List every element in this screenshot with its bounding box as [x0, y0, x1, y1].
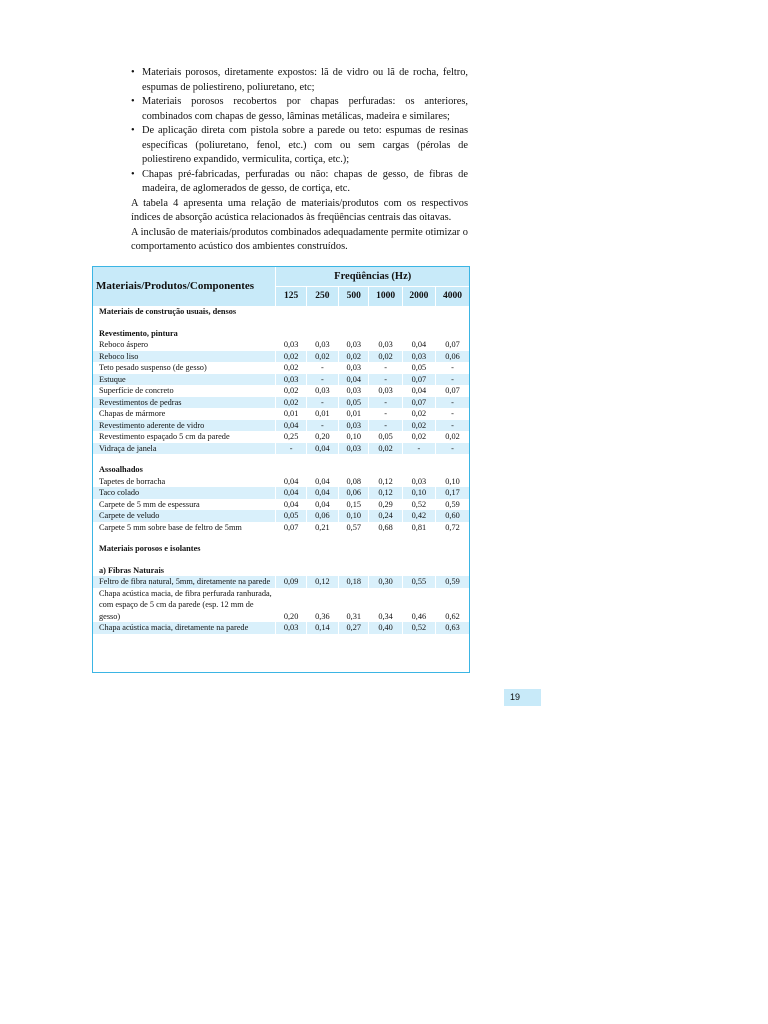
absorption-value-125: 0,03	[276, 339, 306, 351]
table-row	[93, 510, 469, 522]
absorption-value-4000: -	[436, 374, 469, 386]
table-spacer-row	[93, 454, 469, 464]
absorption-value-250: -	[306, 397, 338, 409]
absorption-value-1000: -	[369, 362, 402, 374]
absorption-value-4000: 0,02	[436, 431, 469, 443]
header-freq-250: 250	[306, 287, 338, 307]
absorption-value-500: 0,10	[339, 510, 369, 522]
table-row	[93, 443, 469, 455]
table-body	[93, 306, 469, 634]
absorption-value-250: 0,04	[306, 487, 338, 499]
absorption-value-125: 0,02	[276, 397, 306, 409]
material-label: Chapas de mármore	[93, 408, 276, 420]
absorption-value-250: -	[306, 362, 338, 374]
absorption-value-125: 0,04	[276, 476, 306, 488]
absorption-value-125: 0,03	[276, 374, 306, 386]
table-section-heading	[93, 328, 469, 340]
absorption-value-500: 0,06	[339, 487, 369, 499]
absorption-value-250: 0,04	[306, 499, 338, 511]
absorption-value-2000: 0,03	[402, 351, 435, 363]
absorption-value-2000: 0,02	[402, 431, 435, 443]
material-label: Superfície de concreto	[93, 385, 276, 397]
absorption-value-4000: -	[436, 397, 469, 409]
table-section-heading	[93, 543, 469, 555]
material-label: Revestimento espaçado 5 cm da parede	[93, 431, 276, 443]
absorption-value-250: -	[306, 420, 338, 432]
absorption-value-250: 0,04	[306, 476, 338, 488]
table-row	[93, 385, 469, 397]
absorption-value-500: 0,31	[339, 588, 369, 623]
absorption-value-4000: -	[436, 443, 469, 455]
absorption-value-500: 0,03	[339, 443, 369, 455]
material-label: Carpete de veludo	[93, 510, 276, 522]
absorption-value-250: 0,14	[306, 622, 338, 634]
absorption-value-125: 0,01	[276, 408, 306, 420]
absorption-value-500: 0,03	[339, 362, 369, 374]
material-label: Feltro de fibra natural, 5mm, diretamente na parede	[93, 576, 276, 588]
absorption-value-1000: 0,02	[369, 351, 402, 363]
table-row	[93, 522, 469, 534]
table-section-heading	[93, 464, 469, 476]
absorption-value-4000: 0,06	[436, 351, 469, 363]
material-label: Revestimentos de pedras	[93, 397, 276, 409]
absorption-value-1000: 0,24	[369, 510, 402, 522]
absorption-value-2000: 0,07	[402, 397, 435, 409]
absorption-value-2000: 0,02	[402, 408, 435, 420]
absorption-value-500: 0,08	[339, 476, 369, 488]
absorption-value-500: 0,27	[339, 622, 369, 634]
absorption-value-1000: -	[369, 408, 402, 420]
table-spacer-row	[93, 533, 469, 543]
absorption-value-125: 0,09	[276, 576, 306, 588]
table-row	[93, 487, 469, 499]
absorption-value-2000: 0,10	[402, 487, 435, 499]
absorption-value-4000: 0,17	[436, 487, 469, 499]
absorption-value-4000: -	[436, 420, 469, 432]
bullet-item: • Materiais porosos recobertos por chapas perfuradas: os anteriores, combinados com chapas de gesso, lâminas metálicas, madeira e similares;	[131, 95, 468, 124]
header-freq-1000: 1000	[369, 287, 402, 307]
absorption-value-1000: -	[369, 397, 402, 409]
table-row	[93, 374, 469, 386]
absorption-value-1000: 0,30	[369, 576, 402, 588]
absorption-value-2000: 0,81	[402, 522, 435, 534]
absorption-value-250: 0,04	[306, 443, 338, 455]
material-label: Reboco áspero	[93, 339, 276, 351]
table-row	[93, 362, 469, 374]
absorption-value-4000: 0,10	[436, 476, 469, 488]
header-material: Materiais/Produtos/Componentes	[93, 267, 276, 306]
paragraph: A inclusão de materiais/produtos combinados adequadamente permite otimizar o comportamento acústico dos ambientes construídos.	[131, 226, 468, 252]
absorption-value-4000: 0,60	[436, 510, 469, 522]
bullet-item: • De aplicação direta com pistola sobre a parede ou teto: espumas de resinas específicas (poliuretano, fenol, etc.) com ou sem cargas (pérolas de poliestireno expandido, vermiculita, cortiça, etc.);	[131, 124, 468, 168]
material-label: Carpete de 5 mm de espessura	[93, 499, 276, 511]
absorption-value-1000: 0,29	[369, 499, 402, 511]
header-freq-125: 125	[276, 287, 306, 307]
material-label: Revestimento aderente de vidro	[93, 420, 276, 432]
absorption-value-1000: 0,34	[369, 588, 402, 623]
absorption-value-125: 0,04	[276, 499, 306, 511]
absorption-value-4000: -	[436, 362, 469, 374]
absorption-value-4000: 0,59	[436, 576, 469, 588]
spacer-cell	[93, 555, 469, 565]
material-label: Tapetes de borracha	[93, 476, 276, 488]
absorption-value-125: 0,07	[276, 522, 306, 534]
table-section-heading	[93, 306, 469, 318]
absorption-value-250: 0,12	[306, 576, 338, 588]
absorption-value-2000: 0,52	[402, 622, 435, 634]
absorption-value-125: 0,02	[276, 351, 306, 363]
absorption-value-250: 0,01	[306, 408, 338, 420]
absorption-value-500: 0,05	[339, 397, 369, 409]
absorption-value-1000: 0,12	[369, 476, 402, 488]
table-spacer-row	[93, 318, 469, 328]
absorption-value-250: 0,03	[306, 339, 338, 351]
absorption-value-125: 0,25	[276, 431, 306, 443]
table-row	[93, 476, 469, 488]
absorption-value-2000: 0,55	[402, 576, 435, 588]
absorption-value-1000: 0,12	[369, 487, 402, 499]
absorption-value-1000: 0,03	[369, 385, 402, 397]
header-freq-2000: 2000	[402, 287, 435, 307]
material-label: Chapa acústica macia, de fibra perfurada ranhurada, com espaço de 5 cm da parede (esp. 12 mm de gesso)	[93, 588, 276, 623]
absorption-value-2000: 0,05	[402, 362, 435, 374]
absorption-value-125: 0,02	[276, 385, 306, 397]
table-row	[93, 622, 469, 634]
absorption-value-2000: 0,52	[402, 499, 435, 511]
section-heading-label: Materiais porosos e isolantes	[93, 543, 469, 555]
absorption-table	[92, 266, 470, 673]
absorption-value-125: 0,03	[276, 622, 306, 634]
absorption-value-1000: -	[369, 374, 402, 386]
header-frequencies: Freqüências (Hz)	[276, 267, 469, 287]
paragraph: A tabela 4 apresenta uma relação de materiais/produtos com os respectivos índices de absorção acústica relacionados às freqüências centrais das oitavas.	[131, 197, 468, 223]
absorption-value-500: 0,01	[339, 408, 369, 420]
table-row	[93, 339, 469, 351]
absorption-value-1000: -	[369, 420, 402, 432]
absorption-value-2000: 0,42	[402, 510, 435, 522]
absorption-value-250: 0,03	[306, 385, 338, 397]
absorption-value-125: 0,04	[276, 487, 306, 499]
bullet-item: • Materiais porosos, diretamente expostos: lã de vidro ou lã de rocha, feltro, espumas de poliestireno, poliuretano, etc;	[131, 66, 468, 95]
table-row	[93, 420, 469, 432]
material-label: Teto pesado suspenso (de gesso)	[93, 362, 276, 374]
absorption-value-500: 0,10	[339, 431, 369, 443]
header-freq-4000: 4000	[436, 287, 469, 307]
bullet-item: • Chapas pré-fabricadas, perfuradas ou não: chapas de gesso, de fibras de madeira, de aglomerados de gesso, de cortiça, etc.	[131, 168, 468, 197]
table-spacer-row	[93, 555, 469, 565]
header-freq-500: 500	[339, 287, 369, 307]
table-row	[93, 576, 469, 588]
section-heading-label: Assoalhados	[93, 464, 469, 476]
section-heading-label: Materiais de construção usuais, densos	[93, 306, 469, 318]
table-row	[93, 408, 469, 420]
absorption-value-250: 0,36	[306, 588, 338, 623]
absorption-value-1000: 0,40	[369, 622, 402, 634]
absorption-value-500: 0,15	[339, 499, 369, 511]
intro-text	[131, 66, 468, 255]
page-number: 19	[504, 689, 541, 706]
absorption-value-500: 0,03	[339, 420, 369, 432]
table-row	[93, 588, 469, 623]
absorption-value-4000: 0,72	[436, 522, 469, 534]
absorption-value-4000: 0,62	[436, 588, 469, 623]
absorption-value-2000: 0,02	[402, 420, 435, 432]
absorption-value-2000: 0,07	[402, 374, 435, 386]
absorption-value-2000: 0,03	[402, 476, 435, 488]
section-heading-label: a) Fibras Naturais	[93, 565, 469, 577]
table-row	[93, 431, 469, 443]
material-label: Carpete 5 mm sobre base de feltro de 5mm	[93, 522, 276, 534]
absorption-value-250: -	[306, 374, 338, 386]
absorption-value-500: 0,04	[339, 374, 369, 386]
section-heading-label: Revestimento, pintura	[93, 328, 469, 340]
spacer-cell	[93, 454, 469, 464]
absorption-value-2000: -	[402, 443, 435, 455]
absorption-value-125: 0,20	[276, 588, 306, 623]
table-row	[93, 397, 469, 409]
material-label: Estuque	[93, 374, 276, 386]
absorption-value-125: -	[276, 443, 306, 455]
absorption-value-500: 0,02	[339, 351, 369, 363]
material-label: Reboco liso	[93, 351, 276, 363]
absorption-value-4000: 0,63	[436, 622, 469, 634]
absorption-value-2000: 0,04	[402, 385, 435, 397]
absorption-value-250: 0,21	[306, 522, 338, 534]
absorption-table-grid	[93, 267, 469, 634]
absorption-value-2000: 0,46	[402, 588, 435, 623]
absorption-value-125: 0,05	[276, 510, 306, 522]
absorption-value-1000: 0,05	[369, 431, 402, 443]
absorption-value-125: 0,04	[276, 420, 306, 432]
table-row	[93, 499, 469, 511]
absorption-value-1000: 0,68	[369, 522, 402, 534]
material-label: Chapa acústica macia, diretamente na parede	[93, 622, 276, 634]
absorption-value-250: 0,06	[306, 510, 338, 522]
absorption-value-1000: 0,03	[369, 339, 402, 351]
absorption-value-4000: 0,07	[436, 339, 469, 351]
absorption-value-500: 0,03	[339, 339, 369, 351]
absorption-value-250: 0,02	[306, 351, 338, 363]
table-row	[93, 351, 469, 363]
absorption-value-4000: 0,59	[436, 499, 469, 511]
absorption-value-1000: 0,02	[369, 443, 402, 455]
absorption-value-125: 0,02	[276, 362, 306, 374]
absorption-value-2000: 0,04	[402, 339, 435, 351]
material-label: Taco colado	[93, 487, 276, 499]
table-section-heading	[93, 565, 469, 577]
material-label: Vidraça de janela	[93, 443, 276, 455]
absorption-value-4000: -	[436, 408, 469, 420]
absorption-value-500: 0,03	[339, 385, 369, 397]
absorption-value-4000: 0,07	[436, 385, 469, 397]
spacer-cell	[93, 318, 469, 328]
absorption-value-500: 0,57	[339, 522, 369, 534]
absorption-value-500: 0,18	[339, 576, 369, 588]
absorption-value-250: 0,20	[306, 431, 338, 443]
spacer-cell	[93, 533, 469, 543]
